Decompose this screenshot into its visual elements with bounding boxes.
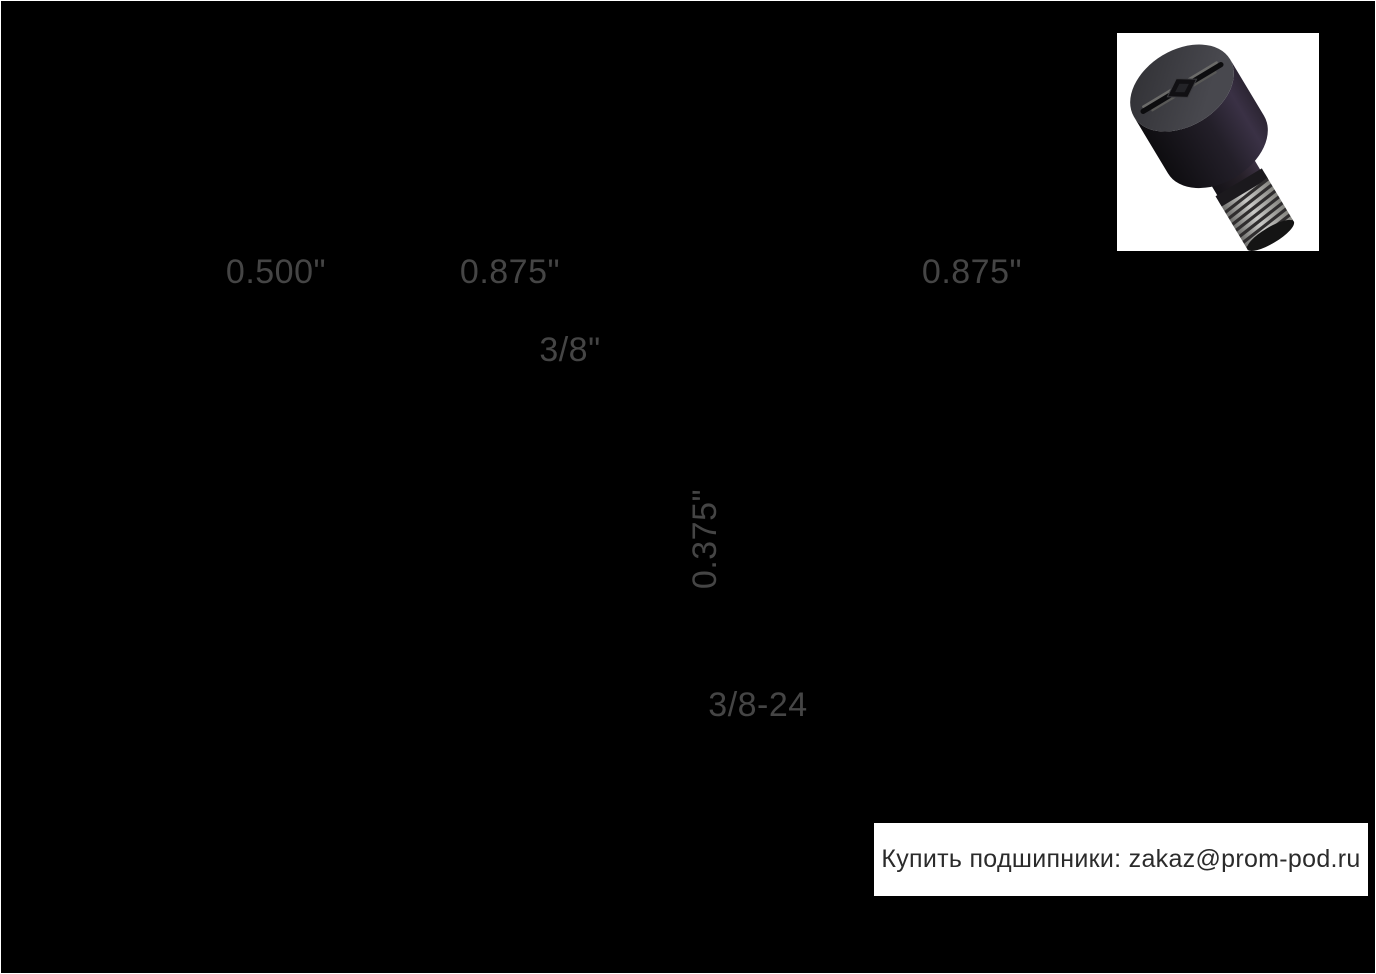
dim-label-roller-width: 0.500": [225, 253, 327, 291]
dim-label-stud-diameter: 0.375": [686, 488, 724, 590]
dim-label-roller-diameter: 0.875": [459, 253, 561, 291]
contact-banner[interactable]: [874, 823, 1368, 896]
dim-label-thread-size: 3/8-24: [708, 686, 808, 724]
product-photo: [1117, 33, 1319, 251]
cam-follower-image: [1117, 33, 1319, 251]
dim-label-hex-size: 3/8": [539, 331, 601, 369]
dim-label-stud-length: 0.875": [921, 253, 1023, 291]
contact-banner-text: Купить подшипники: zakaz@prom-pod.ru: [881, 845, 1361, 873]
